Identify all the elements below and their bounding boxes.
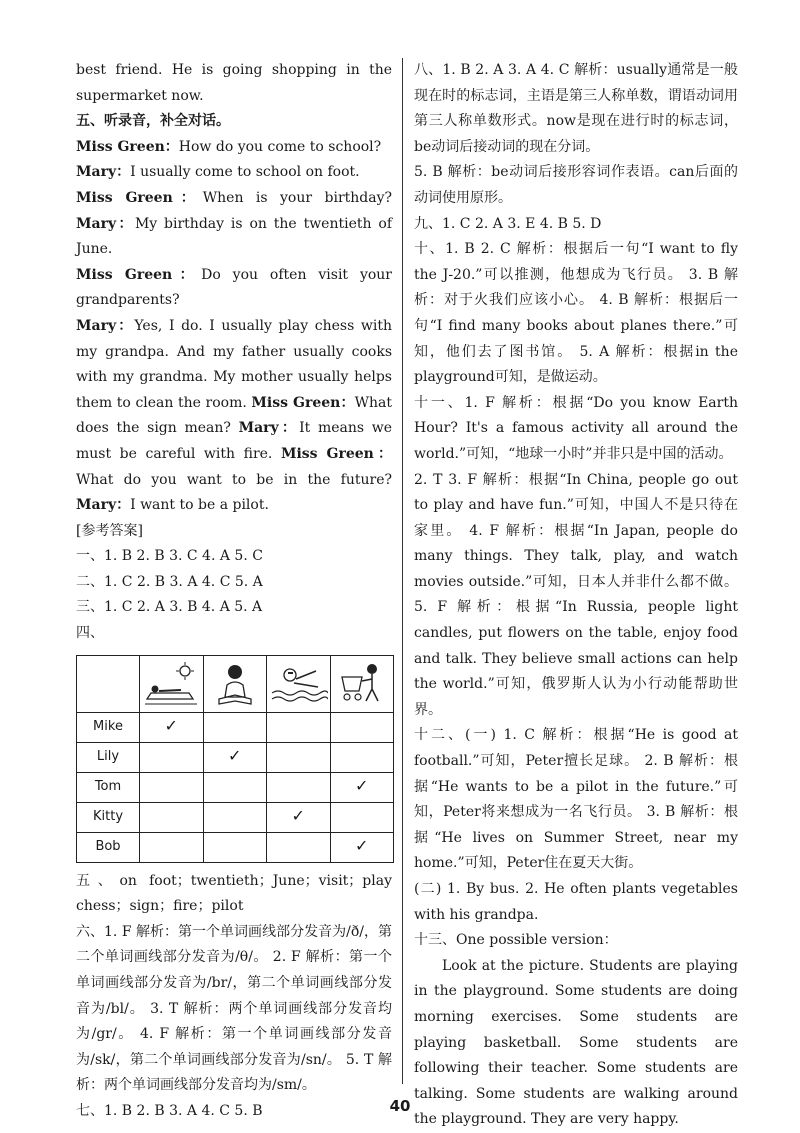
answer-line: 六、1. F 解析：第一个单词画线部分发音为/ð/，第二个单词画线部分发音为/θ/。 2. F 解析：第一个单词画线部分发音为/br/，第二个单词画线部分发音为/bl/。 3. T 解析：两个单词画线部分发音均为/gr/。 4. F 解析：第一个单词画线部分发音为/sk/，第二个单词画线部分发音为/sn/。 5. T 解析：两个单词画线部分发音均为/sm/。: [76, 923, 392, 1094]
dialogue-text: I usually come to school on foot.: [130, 164, 360, 181]
speaker: Miss Green：: [76, 138, 179, 155]
section-heading: 五、听录音，补全对话。: [76, 113, 230, 130]
dialogue-text: Do you often visit your grandparents?: [76, 266, 392, 309]
header-cell: [203, 655, 267, 712]
answer-cell: [140, 802, 204, 832]
reference-answer-label: [参考答案]: [76, 522, 143, 539]
answer-line: 一、1. B 2. B 3. C 4. A 5. C: [76, 548, 263, 565]
speaker: Miss Green：: [280, 445, 392, 462]
model-essay: Look at the picture. Students are playing in the playground. Some students are doing morning exercises. Some students are playing basketball. Some students are following their teacher. Some students are talking. Some students are walking around the playground. They are very happy.: [414, 957, 738, 1128]
answer-cell: [267, 832, 331, 862]
speaker: Mary：: [76, 317, 135, 334]
shopping-cart-icon: [332, 659, 392, 709]
left-column: [76, 58, 392, 1125]
answer-paragraph: 十三、One possible version：: [414, 932, 618, 949]
answer-cell: [140, 772, 204, 802]
header-cell: [140, 655, 204, 712]
speaker: Miss Green：: [76, 189, 203, 206]
answer-cell: [267, 772, 331, 802]
dialogue-text: It means we must be careful with fire.: [76, 420, 392, 462]
answer-paragraph: 九、1. C 2. A 3. E 4. B 5. D: [414, 215, 602, 232]
answer-paragraph: 5. B 解析：be动词后接形容词作表语。can后面的动词使用原形。: [414, 164, 738, 206]
answer-cell: [330, 742, 394, 772]
speaker: Mary：: [238, 420, 300, 437]
table-row: [77, 802, 394, 832]
reading-girl-icon: [205, 659, 265, 709]
dialogue-text: I want to be a pilot.: [130, 497, 269, 514]
table-body: [77, 712, 394, 862]
paragraph: best friend. He is going shopping in the supermarket now.: [76, 62, 392, 104]
answer-cell: [140, 832, 204, 862]
checkmark-icon: ✓: [164, 716, 178, 736]
student-name-cell: Bob: [77, 832, 140, 862]
dialogue-line: [76, 160, 392, 186]
answer-paragraph: (二) 1. By bus. 2. He often plants vegetables with his grandpa.: [414, 881, 738, 923]
table-row: [77, 772, 394, 802]
answer-paragraph: 十、1. B 2. C 解析：根据后一句“I want to fly the J-20.”可以推测，他想成为飞行员。 3. B 解析：对于火我们应该小心。 4. B 解析：根据后一句“I find many books about planes there.”可知，他们去了图书馆。 5. A 解析：根据in the playground可知，是做运动。: [414, 241, 738, 386]
answer-paragraph: 2. T 3. F 解析：根据“In China, people go out to play and have fun.”可知，中国人不是只待在家里。 4. F 解析：根据“In Japan, people do many things. They talk, play, and watch movies outside.”可知，日本人并非什么都不做。 5. F 解析：根据“In Russia, people light candles, put flowers on the table, enjoy food and talk. They believe small actions can help the world.”可知，俄罗斯人认为小行动能帮助世界。: [414, 471, 738, 718]
dialogue-text: How do you come to school?: [178, 138, 382, 155]
right-column: [414, 58, 738, 1133]
header-cell: [267, 655, 331, 712]
dialogue-text: My birthday is on the twentieth of June.: [76, 215, 392, 258]
blank-header-cell: [77, 655, 140, 712]
answer-cell: [203, 772, 267, 802]
dialogue-line: [76, 263, 392, 314]
answer-paragraph: 十二、(一) 1. C 解析：根据“He is good at football.”可知，Peter擅长足球。 2. B 解析：根据“He wants to be a pilot in the future.”可知，Peter将来想成为一名飞行员。 3. B 解析：根据“He lives on Summer Street, near my home.”可知，Peter住在夏天大街。: [414, 727, 738, 872]
student-name-cell: Mike: [77, 712, 140, 742]
answer-cell: [330, 802, 394, 832]
speaker: Miss Green：: [251, 394, 355, 411]
swimming-icon: [268, 659, 328, 709]
answer-line: 五、on foot；twentieth；June；visit；play chess；sign；fire；pilot: [76, 872, 392, 915]
dialogue-line: [76, 314, 392, 519]
dialogue-text: Yes, I do. I usually play chess with my grandpa. And my father usually cooks with my grandma. My mother usually helps them to clean the room.: [76, 317, 392, 411]
answer-line: 四、: [76, 625, 104, 642]
answer-cell: [267, 802, 331, 832]
column-divider: [402, 58, 403, 1084]
checkmark-icon: ✓: [355, 776, 369, 796]
checkmark-icon: ✓: [228, 746, 242, 766]
answer-paragraph: 八、1. B 2. A 3. A 4. C 解析：usually通常是一般现在时的标志词，主语是第三人称单数，谓语动词用第三人称单数形式。now是现在进行时的标志词，be动词后接动词的现在分词。: [414, 62, 738, 155]
header-cell: [330, 655, 394, 712]
table-header-row: [77, 655, 394, 712]
answer-cell: [203, 712, 267, 742]
speaker: Miss Green：: [76, 266, 202, 283]
checkmark-icon: ✓: [355, 836, 369, 856]
answer-cell: [330, 832, 394, 862]
answer-cell: [330, 712, 394, 742]
page-number: 40: [389, 1097, 411, 1115]
dialogue-line: [76, 135, 392, 161]
speaker: Mary：: [76, 215, 135, 232]
table-row: [77, 742, 394, 772]
sunbathing-icon: [141, 659, 201, 709]
answer-cell: [203, 802, 267, 832]
dialogue-text: What does the sign mean?: [76, 394, 393, 437]
answer-line: 三、1. C 2. A 3. B 4. A 5. A: [76, 599, 263, 616]
answer-line: 二、1. C 2. B 3. A 4. C 5. A: [76, 573, 263, 590]
dialogue-text: What do you want to be in the future?: [76, 471, 392, 488]
speaker: Mary：: [76, 497, 131, 514]
dialogue-text: When is your birthday?: [202, 189, 393, 206]
student-name-cell: Lily: [77, 742, 140, 772]
activity-table: [76, 655, 394, 863]
answer-cell: [203, 742, 267, 772]
answer-paragraph: 十一、1. F 解析：根据“Do you know Earth Hour? It's a famous activity all around the world.”可知，“地球一小时”并非只是中国的活动。: [414, 394, 738, 462]
answer-cell: [203, 832, 267, 862]
answer-cell: [140, 742, 204, 772]
speaker: Mary：: [76, 164, 131, 181]
table-row: [77, 832, 394, 862]
answer-cell: [140, 712, 204, 742]
answer-line: 七、1. B 2. B 3. A 4. C 5. B: [76, 1103, 263, 1119]
answer-cell: [330, 772, 394, 802]
dialogue-line: [76, 186, 392, 263]
checkmark-icon: ✓: [291, 806, 305, 826]
table-row: [77, 712, 394, 742]
student-name-cell: Kitty: [77, 802, 140, 832]
answer-cell: [267, 712, 331, 742]
answer-cell: [267, 742, 331, 772]
student-name-cell: Tom: [77, 772, 140, 802]
